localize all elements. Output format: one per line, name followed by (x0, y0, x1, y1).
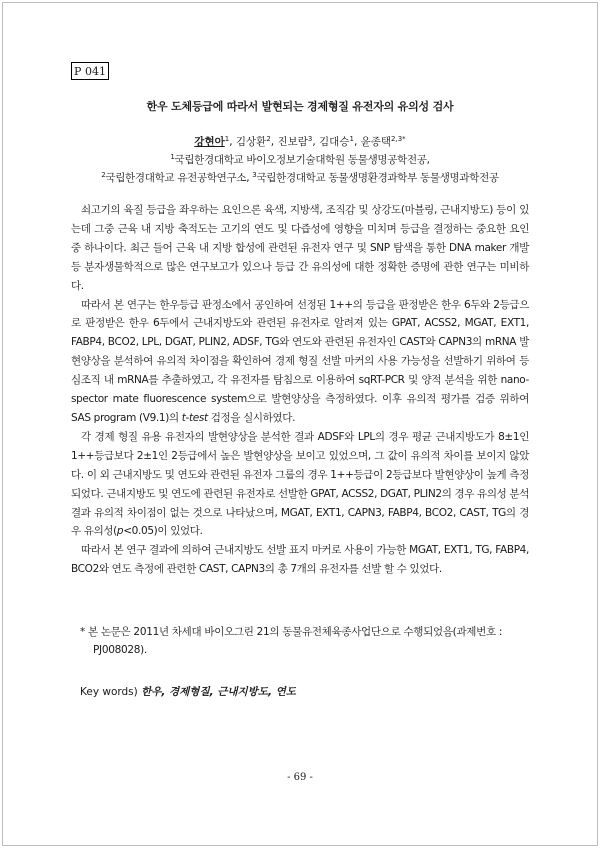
abstract-body (71, 201, 529, 579)
funding-footnote: * 본 논문은 2011년 차세대 바이오그린 21의 동물유전체육종사업단으로 수행되었음(과제번호 : PJ008028). (80, 626, 503, 656)
author-4-sup: 1 (349, 135, 354, 143)
lead-author: 강현아 (194, 136, 225, 148)
poster-id-box: P 041 (71, 62, 109, 80)
author-5: , 윤종택 (353, 136, 392, 148)
affiliation-2-3 (0, 170, 600, 185)
affiliation-2-sup: 2 (101, 171, 106, 179)
ttest-italic: t-test (181, 411, 208, 424)
author-3: , 진보람 (270, 136, 308, 148)
author-3-sup: 3 (307, 135, 313, 143)
abstract-paragraph-1: 쇠고기의 육질 등급을 좌우하는 요인으론 육색, 지방색, 조직감 및 상강도(마블링, 근내지방도) 등이 있는데 그중 근육 내 지방 축적도는 고기의 연도 및 다즙성에 영향을 미치며 등급을 결정하는 중요한 요인 중 하나이다. 최근 들어 근육 내 지방 합성에 관련된 유전자 연구 및 SNP 탐색을 통한 DNA maker 개발 등 분자생물학적으로 많은 연구보고가 있으나 등급 간 유의성에 대한 정확한 증명에 관한 연구는 미비하다. (71, 204, 529, 292)
affiliation-2-text: 국립한경대학교 유전공학연구소, (105, 172, 253, 184)
affiliation-3-text: 국립한경대학교 동물생명환경과학부 동물생명과학전공 (256, 172, 499, 184)
affiliation-1-sup: 1 (170, 153, 175, 161)
lead-author-sup: 1 (224, 135, 230, 143)
abstract-p2-tail: 검정을 실시하였다. (207, 411, 296, 424)
affiliation-1 (0, 152, 600, 167)
abstract-paragraph-4: 따라서 본 연구 결과에 의하여 근내지방도 선발 표지 마커로 사용이 가능한 MGAT, EXT1, TG, FABP4, BCO2와 연도 측정에 관련한 CAST, CAPN3의 총 7개의 유전자를 선발 할 수 있었다. (71, 544, 529, 576)
author-5-sup: 2,3* (391, 135, 406, 143)
affiliation-1-text: 국립한경대학교 바이오정보기술대학원 동물생명공학전공, (174, 154, 430, 166)
abstract-p3-text: 각 경제 형질 유용 유전자의 발현양상을 분석한 결과 ADSF와 LPL의 경우 평균 근내지방도가 8±1인 1++등급보다 2±1인 2등급에서 높은 발현양상을 보이고 있었으며, 그 값이 유의적 차이를 보이지 않았다. 이 외 근내지방도 및 연도와 관련된 유전자 그룹의 경우 1++등급이 2등급보다 발현양상이 높게 측정되었다. 근내지방도 및 연도에 관련된 유전자로 선발한 GPAT, ACSS2, DGAT, PLIN2의 경우 유의성 분석결과 유의적 차이점이 없는 것으로 나타났으며, MGAT, EXT1, CAPN3, FABP4, BCO2, CAST, TG의 경우 유의성( (71, 430, 530, 538)
abstract-paragraph-2 (71, 296, 529, 428)
keywords (80, 684, 296, 699)
keywords-terms: 한우, 경제형질, 근내지방도, 연도 (141, 686, 296, 698)
author-2-sup: 2 (266, 135, 271, 143)
author-list (0, 134, 600, 149)
p-value-italic: p (116, 525, 124, 538)
abstract-p2-text: 따라서 본 연구는 한우등급 판정소에서 공인하여 선정된 1++의 등급을 판정받은 한우 6두와 2등급으로 판정받은 한우 6두에서 근내지방도와 관련된 유전자로 알려져 있는 GPAT, ACSS2, MGAT, EXT1, FABP4, BCO2, LPL, DGAT, PLIN2, ADSF, TG와 연도와 관련된 유전자인 CAST와 CAPN3의 mRNA 발현양상을 분석하여 유의적 차이점을 확인하여 경제 형질 선발 마커의 사용 가능성을 선발하기 위하여 등심조직 내 mRNA를 추출하였고, 각 유전자를 탐침으로 이용하여 sqRT-PCR 및 양적 분석을 위한 nano-spector mate fluorescence system으로 발현양상을 측정하였다. 이후 유의적 평가를 검증 위하여 SAS program (V9.1)의 (71, 298, 529, 424)
abstract-paragraph-3 (71, 428, 529, 541)
paper-title: 한우 도체등급에 따라서 발현되는 경제형질 유전자의 유의성 검사 (146, 100, 454, 113)
page-number: - 69 - (287, 772, 313, 783)
author-4: , 김대승 (312, 136, 350, 148)
keywords-label: Key words) (80, 686, 142, 698)
abstract-p3-tail: <0.05)이 있었다. (123, 525, 203, 538)
affiliation-3-sup: 3 (252, 171, 257, 179)
author-2: , 김상환 (229, 136, 267, 148)
